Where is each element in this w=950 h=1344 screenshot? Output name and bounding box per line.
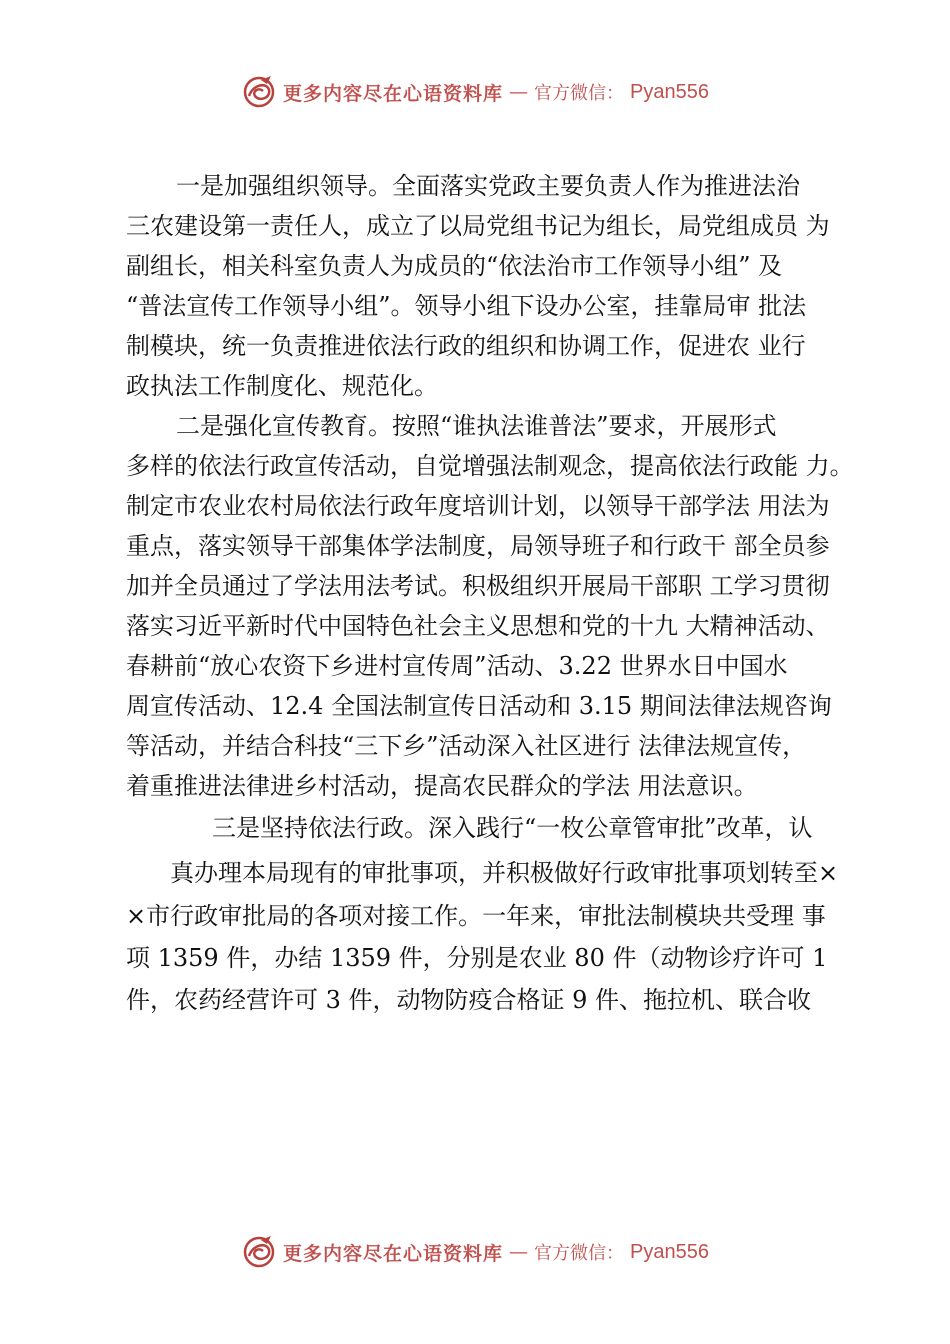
body-line: 真办理本局现有的审批事项，并积极做好行政审批事项划转至× bbox=[170, 859, 839, 887]
body-line: “普法宣传工作领导小组”。领导小组下设办公室，挂靠局审 批法 bbox=[126, 292, 807, 320]
body-line: ×市行政审批局的各项对接工作。一年来，审批法制模块共受理 事 bbox=[126, 902, 826, 930]
body-line: 多样的依法行政宣传活动，自觉增强法制观念，提高依法行政能 力。 bbox=[126, 452, 854, 480]
body-line: 落实习近平新时代中国特色社会主义思想和党的十九 大精神活动、 bbox=[126, 612, 830, 640]
body-line: 一是加强组织领导。全面落实党政主要负责人作为推进法治 bbox=[176, 172, 800, 200]
footer-wechat-label: 官方微信： bbox=[534, 1243, 625, 1264]
body-line: 二是强化宣传教育。按照“谁执法谁普法”要求，开展形式 bbox=[176, 412, 777, 440]
body-line: 三是坚持依法行政。深入践行“一枚公章管审批”改革，认 bbox=[212, 814, 813, 842]
body-line: 件，农药经营许可 3 件，动物防疫合格证 9 件、拖拉机、联合收 bbox=[126, 986, 812, 1014]
header-wechat-label: 官方微信： bbox=[534, 83, 625, 104]
body-line: 制定市农业农村局依法行政年度培训计划，以领导干部学法 用法为 bbox=[126, 492, 830, 520]
body-line: 春耕前“放心农资下乡进村宣传周”活动、3.22 世界水日中国水 bbox=[126, 652, 788, 680]
footer-separator: — bbox=[509, 1241, 529, 1263]
body-line: 周宣传活动、12.4 全国法制宣传日活动和 3.15 期间法律法规咨询 bbox=[126, 692, 832, 720]
footer-wechat-id: Pyan556 bbox=[630, 1240, 709, 1263]
body-line: 制模块，统一负责推进依法行政的组织和协调工作，促进农 业行 bbox=[126, 332, 806, 360]
swirl-logo-icon bbox=[241, 1234, 277, 1270]
body-line: 等活动，并结合科技“三下乡”活动深入社区进行 法律法规宣传， bbox=[126, 732, 807, 760]
header-text: 更多内容尽在心语资料库 bbox=[283, 82, 504, 105]
header-wechat-id: Pyan556 bbox=[630, 80, 709, 103]
swirl-logo-icon bbox=[241, 74, 277, 110]
header-banner bbox=[0, 72, 950, 112]
body-line: 三农建设第一责任人，成立了以局党组书记为组长，局党组成员 为 bbox=[126, 212, 830, 240]
body-line: 副组长，相关科室负责人为成员的“依法治市工作领导小组” 及 bbox=[126, 252, 783, 280]
body-line: 重点，落实领导干部集体学法制度，局领导班子和行政干 部全员参 bbox=[126, 532, 830, 560]
header-separator: — bbox=[509, 81, 529, 103]
footer-text: 更多内容尽在心语资料库 bbox=[283, 1242, 504, 1265]
body-line: 加并全员通过了学法用法考试。积极组织开展局干部职 工学习贯彻 bbox=[126, 572, 830, 600]
body-line: 政执法工作制度化、规范化。 bbox=[126, 372, 438, 400]
footer-banner bbox=[0, 1232, 950, 1272]
body-line: 项 1359 件，办结 1359 件，分别是农业 80 件（动物诊疗许可 1 bbox=[126, 944, 828, 972]
body-line: 着重推进法律进乡村活动，提高农民群众的学法 用法意识。 bbox=[126, 772, 758, 800]
